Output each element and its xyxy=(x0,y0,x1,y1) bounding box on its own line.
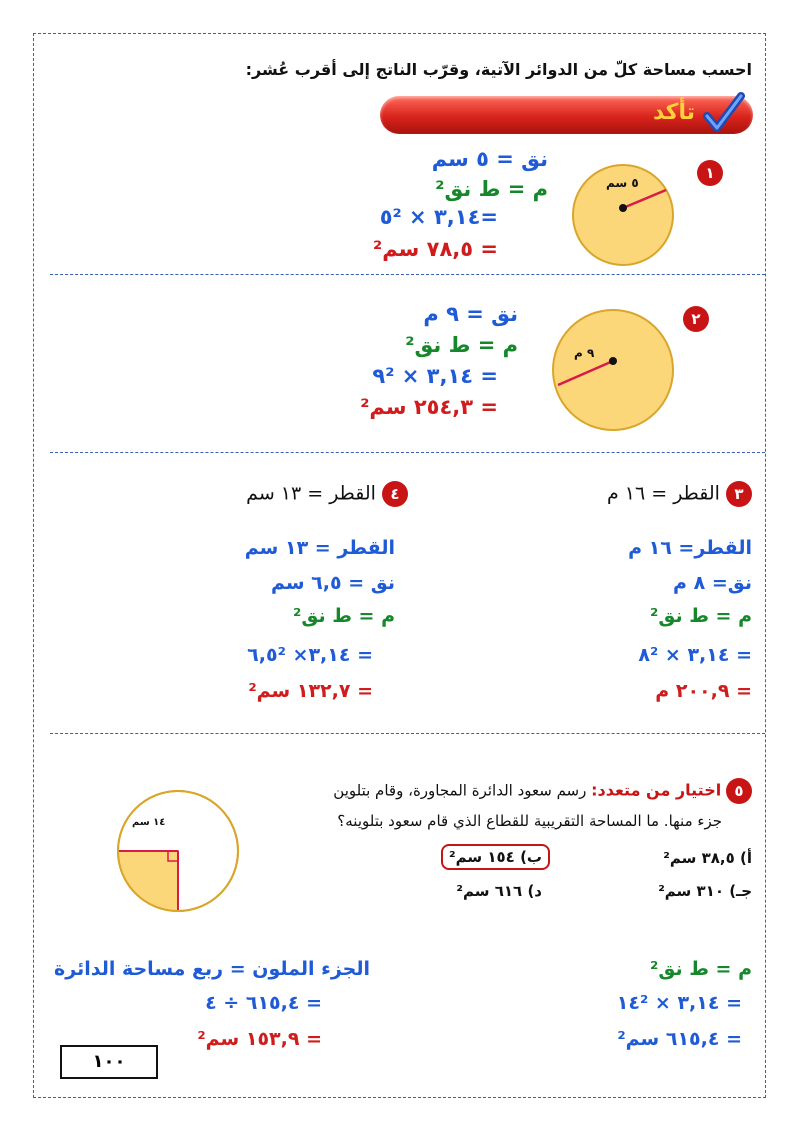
p1-substitution: =٣,١٤ × ٥² xyxy=(379,205,498,229)
p5-formula: م = ط نق² xyxy=(649,958,752,980)
p3-substitution: = ٣,١٤ × ٨² xyxy=(638,644,752,666)
p5-division: = ٦١٥,٤ ÷ ٤ xyxy=(205,992,322,1014)
p4-formula: م = ط نق² xyxy=(292,605,395,627)
p4-title xyxy=(246,481,408,507)
problem-number-4: ٤ xyxy=(382,481,408,507)
p3-title xyxy=(607,481,752,507)
p1-answer: = ٧٨,٥ سم² xyxy=(373,237,498,261)
p5-substitution: = ٣,١٤ × ١٤² xyxy=(616,992,742,1014)
problem-number-3: ٣ xyxy=(726,481,752,507)
option-c: جـ) ٣١٠ سم² xyxy=(658,882,752,900)
option-a: أ) ٣٨,٥ سم² xyxy=(663,849,752,867)
problem-number-2: ٢ xyxy=(683,306,709,332)
p2-answer: = ٢٥٤,٣ سم² xyxy=(360,395,498,419)
circle-diagram-5 xyxy=(112,785,244,917)
p4-answer: = ١٣٢,٧ سم² xyxy=(248,680,373,702)
checkmark-icon xyxy=(701,92,745,136)
p4-given: القطر = ١٣ سم xyxy=(246,482,376,505)
instruction-text: احسب مساحة كلّ من الدوائر الآتية، وقرّب الناتج إلى أقرب عُشر: xyxy=(245,60,752,79)
check-banner xyxy=(380,96,753,134)
problem-number-1: ١ xyxy=(697,160,723,186)
p3-formula: م = ط نق² xyxy=(649,605,752,627)
p5-area: = ٦١٥,٤ سم² xyxy=(617,1028,742,1050)
separator xyxy=(50,274,765,275)
page-number: ١٠٠ xyxy=(60,1045,158,1079)
p3-diameter: القطر= ١٦ م xyxy=(628,537,752,559)
banner-title: تأكد xyxy=(652,100,695,125)
separator xyxy=(50,452,765,453)
p4-radius: نق = ٦,٥ سم xyxy=(270,572,395,594)
p1-radius: نق = ٥ سم xyxy=(431,147,548,171)
circle-2-label: ٩ م xyxy=(574,346,595,360)
p5-text-1: رسم سعود الدائرة المجاورة، وقام بتلوين xyxy=(333,781,587,800)
separator xyxy=(50,733,765,734)
p1-formula: م = ط نق² xyxy=(435,177,548,201)
p3-given: القطر = ١٦ م xyxy=(606,482,720,505)
p3-radius: نق= ٨ م xyxy=(673,572,752,594)
problem-number-5: ٥ xyxy=(726,778,752,804)
p4-diameter: القطر = ١٣ سم xyxy=(244,537,395,559)
circle-diagram-2 xyxy=(548,305,678,435)
p5-answer: = ١٥٣,٩ سم² xyxy=(197,1028,322,1050)
p3-answer: = ٢٠٠,٩ م xyxy=(655,680,752,702)
p5-question-line1 xyxy=(333,778,752,804)
p5-text-2: جزء منها. ما المساحة التقريبية للقطاع الذي قام سعود بتلوينه؟ xyxy=(337,812,722,830)
p2-formula: م = ط نق² xyxy=(405,333,518,357)
p2-substitution: = ٣,١٤ × ٩² xyxy=(372,364,498,388)
circle-1-label: ٥ سم xyxy=(606,176,639,190)
p4-substitution: = ٣,١٤× ٦,٥² xyxy=(247,644,373,666)
p5-colored-part: الجزء الملون = ربع مساحة الدائرة xyxy=(54,958,370,980)
circle-5-label: ١٤ سم xyxy=(132,817,166,828)
option-b: ب) ١٥٤ سم² xyxy=(441,844,550,870)
p2-radius: نق = ٩ م xyxy=(423,302,518,326)
option-d: د) ٦١٦ سم² xyxy=(456,882,542,900)
p5-heading: اختيار من متعدد: xyxy=(591,780,722,800)
